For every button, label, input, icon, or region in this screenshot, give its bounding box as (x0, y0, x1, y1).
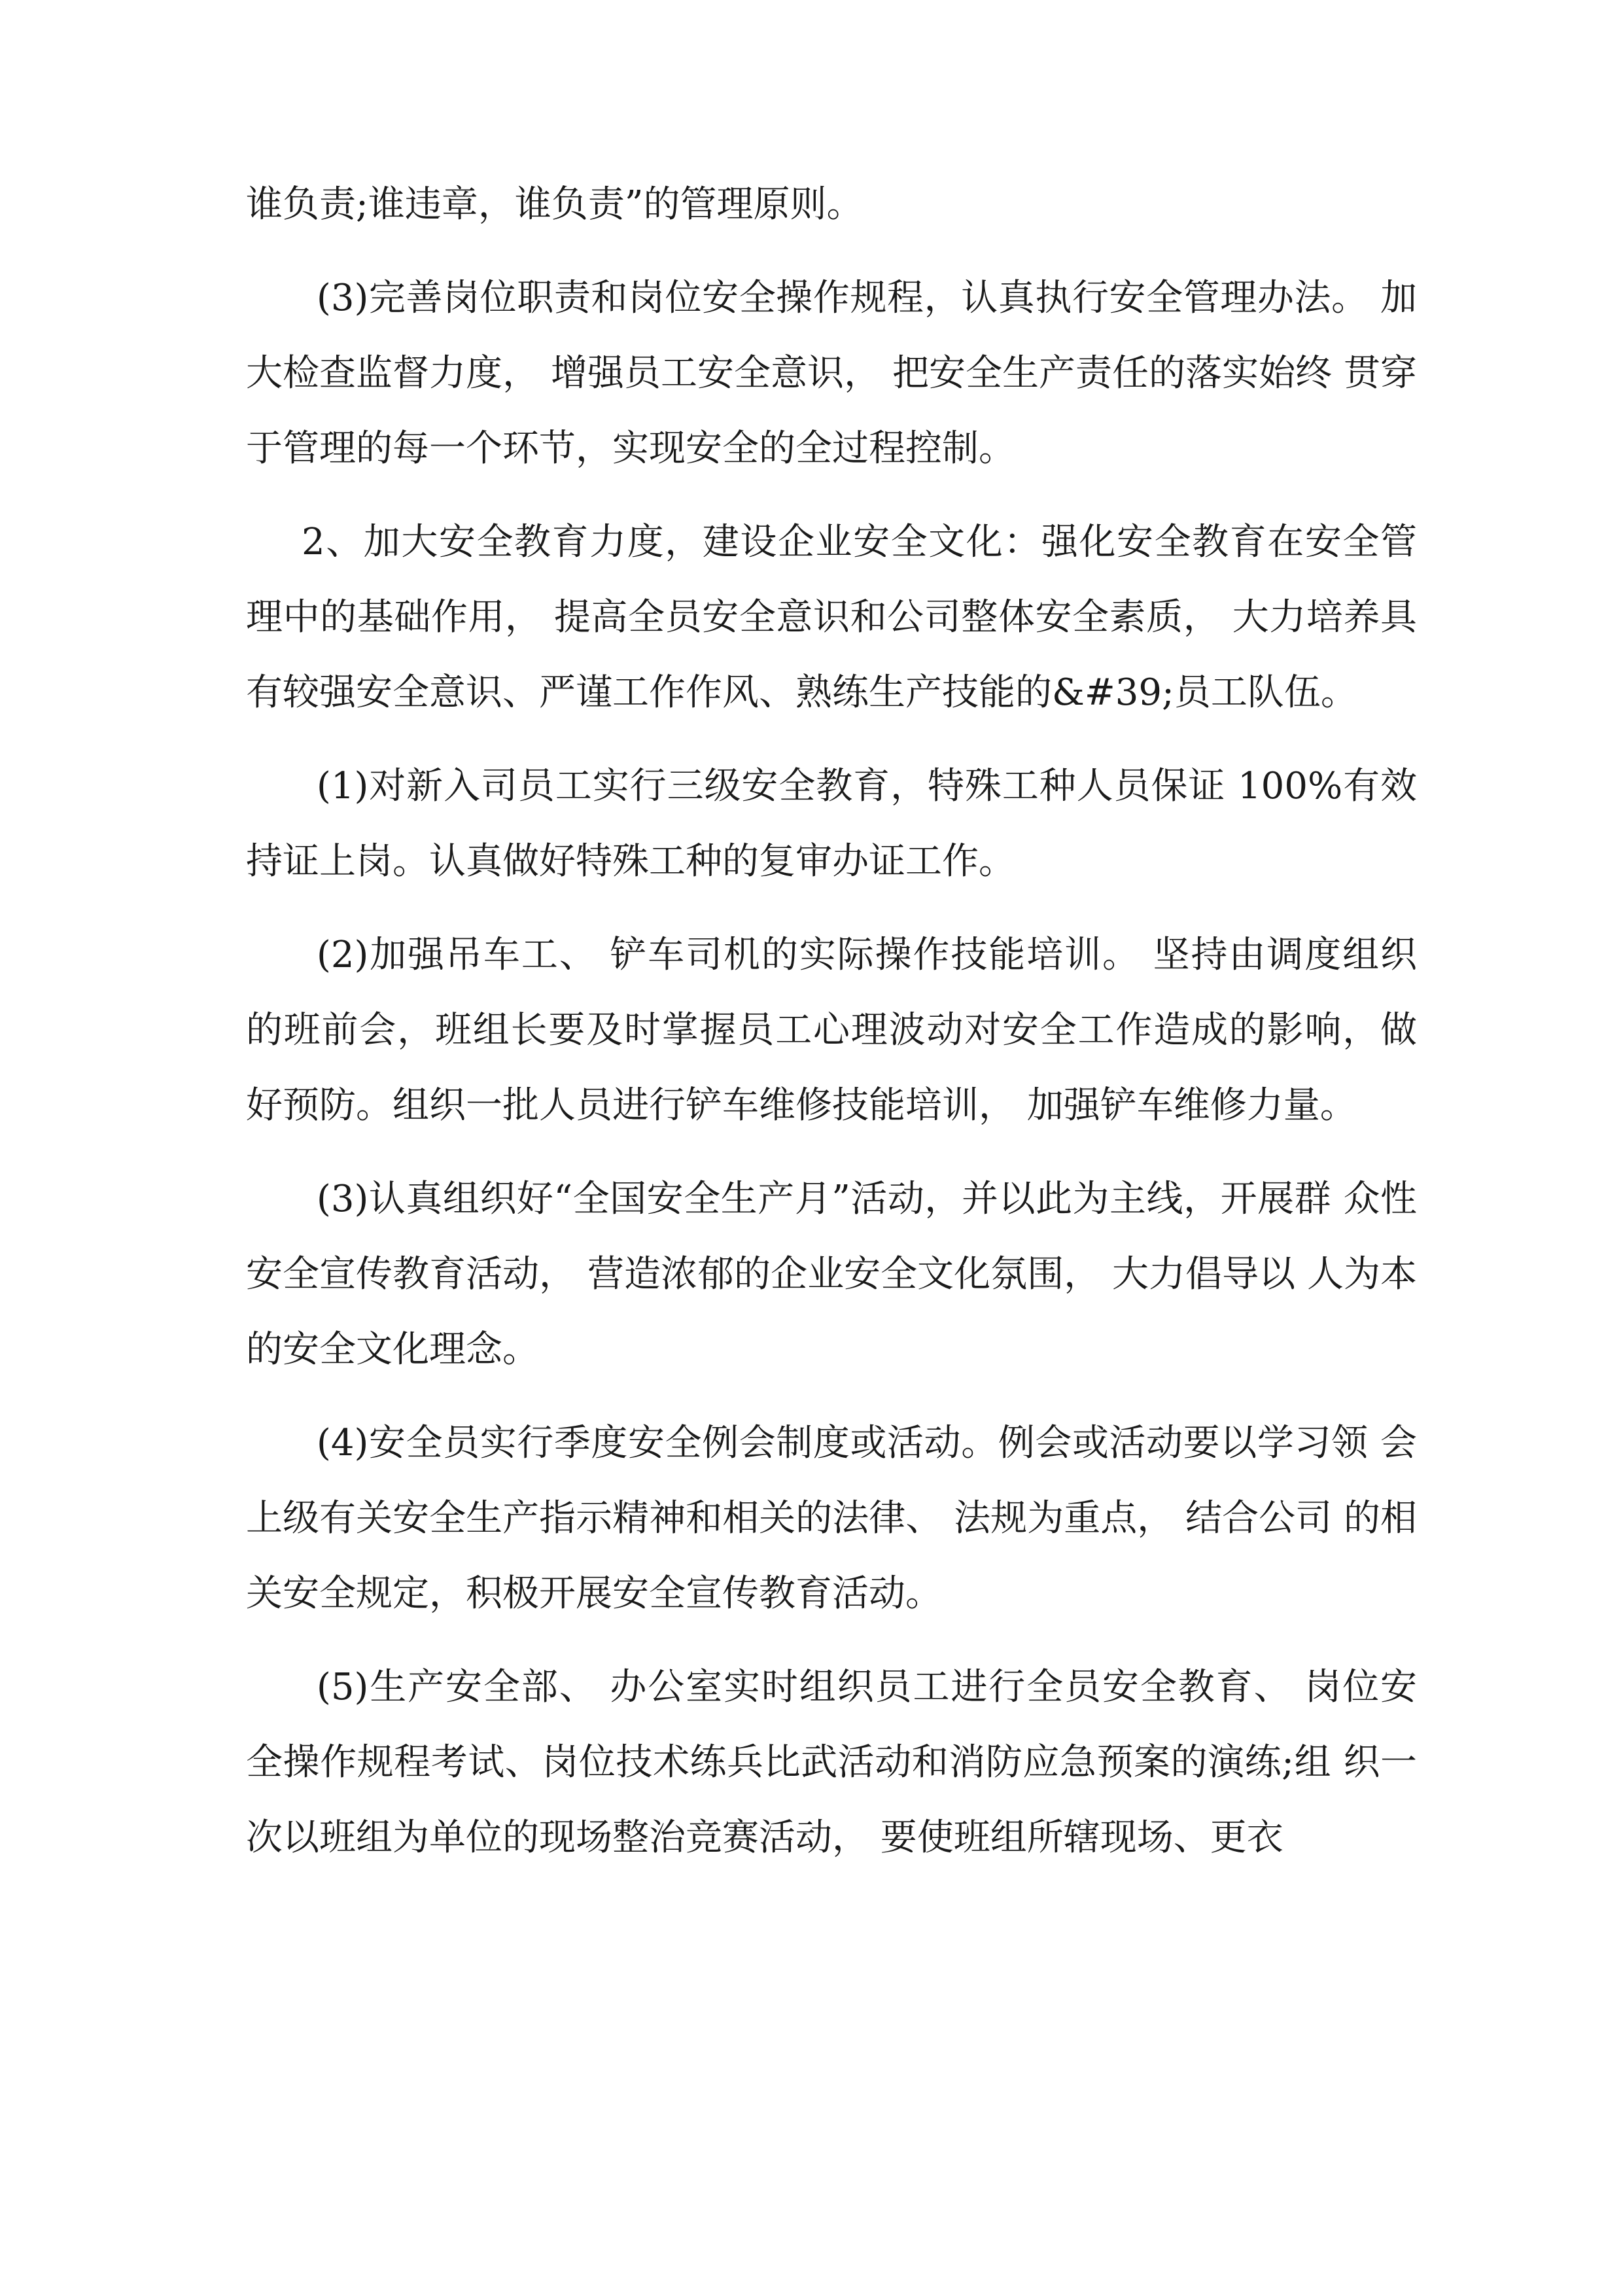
paragraph-item-5-drills: (5)生产安全部、 办公室实时组织员工进行全员安全教育、 岗位安 全操作规程考试、岗位技术练兵比武活动和消防应急预案的演练;组 织一次以班组为单位的现场整治竞赛活动， 要使班组所辖现场、更衣 (246, 1666, 1429, 1859)
paragraph-item-2-training: (2)加强吊车工、 铲车司机的实际操作技能培训。 坚持由调度组织的班前会，班组长要及时掌握员工心理波动对安全工作造成的影响，做好预防。组织一批人员进行铲车维修技能培训， 加强铲车维修力量。 (246, 934, 1417, 1127)
paragraph-continuation: 谁负责;谁违章，谁负责”的管理原则。 (246, 183, 864, 226)
paragraph-section-2-safety-education: 2、加大安全教育力度，建设企业安全文化：强化安全教育在安全管理中的基础作用， 提高全员安全意识和公司整体安全素质， 大力培养具有较强安全意识、严谨工作作风、熟练生产技能的&#39;员工队伍。 (246, 521, 1417, 714)
paragraph-item-3-responsibilities: (3)完善岗位职责和岗位安全操作规程，认真执行安全管理办法。 加大检查监督力度， 增强员工安全意识， 把安全生产责任的落实始终 贯穿于管理的每一个环节，实现安全的全过程控制。 (246, 277, 1417, 470)
paragraph-item-4-quarterly-meeting: (4)安全员实行季度安全例会制度或活动。例会或活动要以学习领 会上级有关安全生产指示精神和相关的法律、 法规为重点， 结合公司 的相关安全规定，积极开展安全宣传教育活动。 (246, 1422, 1417, 1615)
paragraph-item-1-new-employees: (1)对新入司员工实行三级安全教育，特殊工种人员保证 100%有效持证上岗。认真做好特殊工种的复审办证工作。 (246, 765, 1417, 883)
document-body (246, 167, 1429, 1894)
paragraph-item-3-safety-month: (3)认真组织好“全国安全生产月”活动，并以此为主线，开展群 众性安全宣传教育活动， 营造浓郁的企业安全文化氛围， 大力倡导以 人为本的安全文化理念。 (246, 1178, 1417, 1371)
